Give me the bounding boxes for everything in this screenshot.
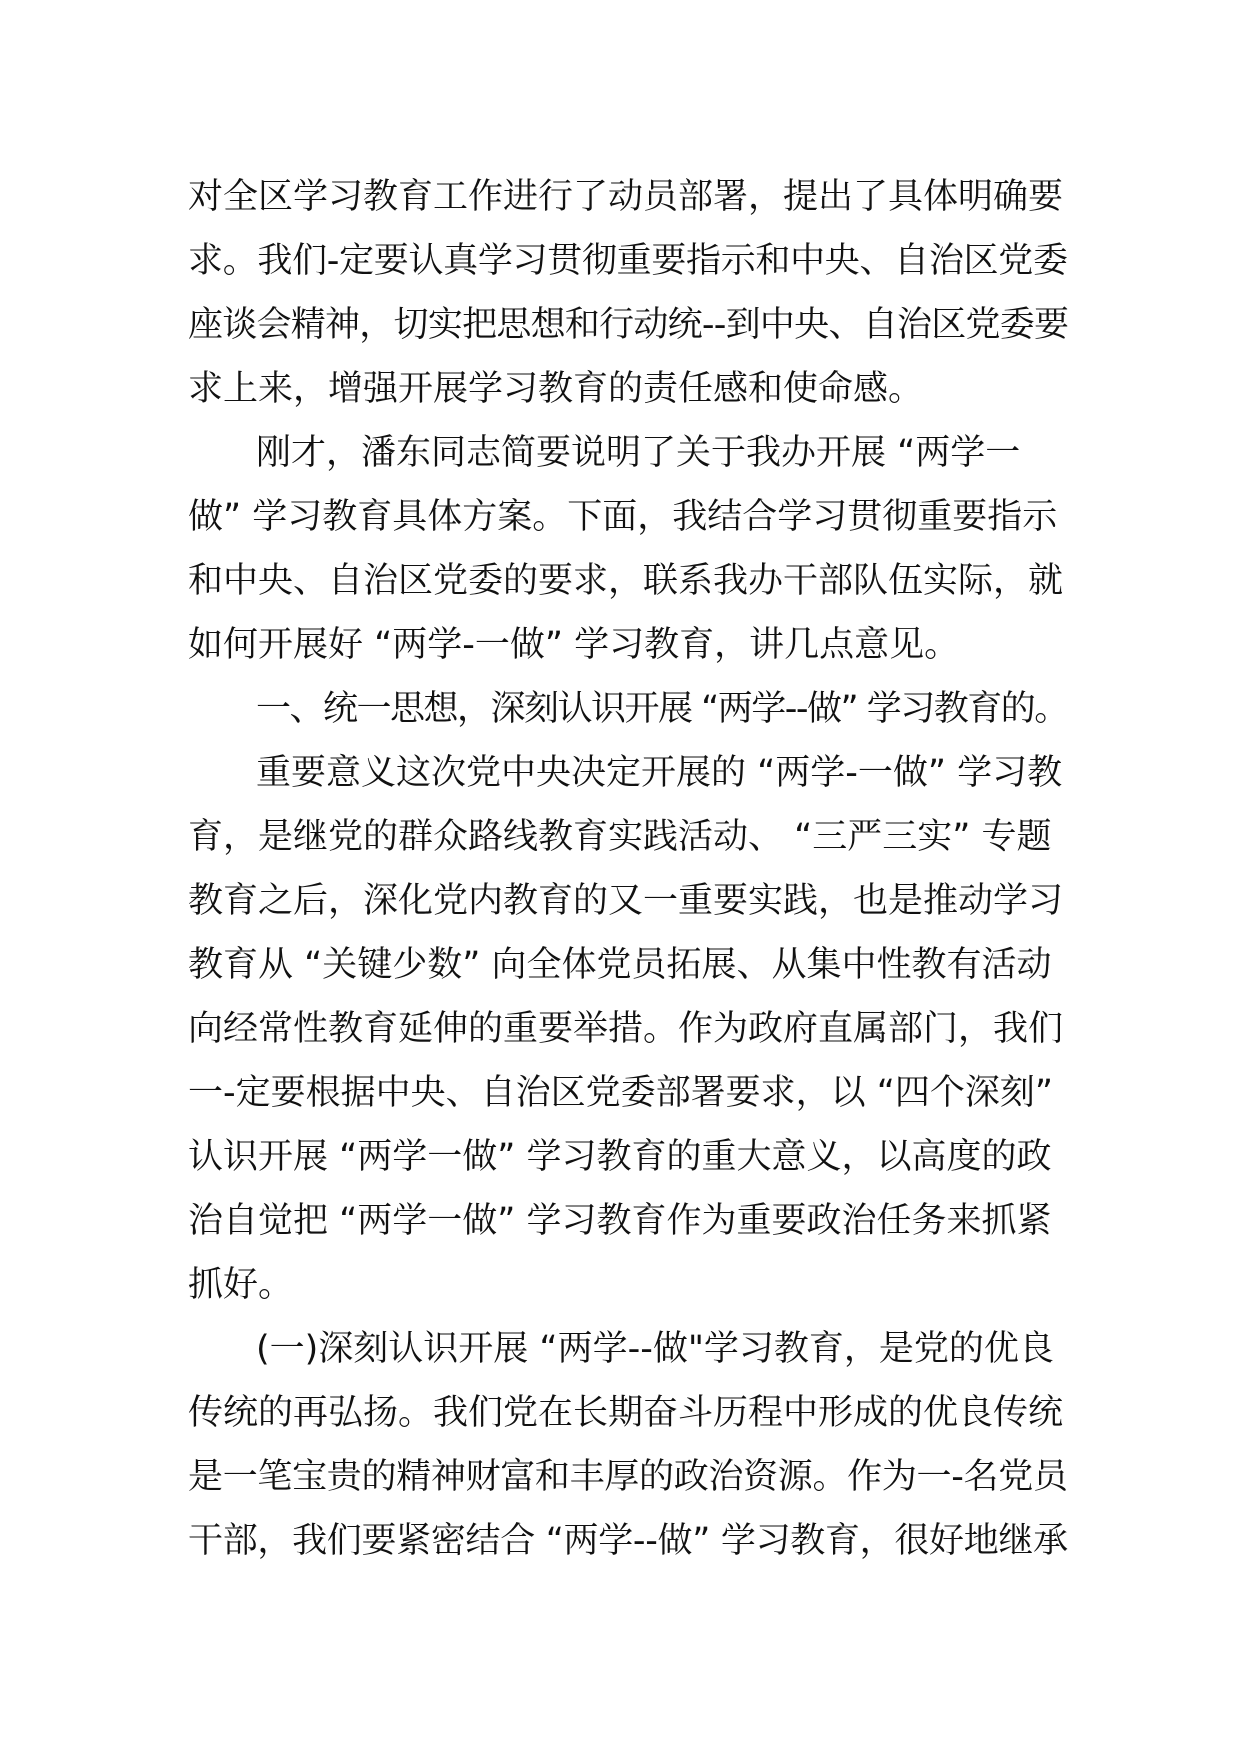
text-line: 育，是继党的群众路线教育实践活动、 “三严三实” 专题: [188, 817, 1052, 857]
text-line: 向经常性教育延伸的重要举措。作为政府直属部门，我们: [188, 1009, 1064, 1049]
text-line: 做” 学习教育具体方案。下面，我结合学习贯彻重要指示: [188, 497, 1058, 537]
text-line: 对全区学习教育工作进行了动员部署，提出了具体明确要: [188, 177, 1064, 217]
text-line: 求上来，增强开展学习教育的责任感和使命感。: [188, 369, 924, 409]
text-line: (一)深刻认识开展 “两学--做"学习教育，是党的优良: [256, 1329, 1054, 1369]
text-line: 刚才，潘东同志简要说明了关于我办开展 “两学一: [256, 433, 1021, 473]
text-line: 教育从 “关键少数” 向全体党员拓展、从集中性教有活动: [188, 945, 1052, 985]
text-line: 座谈会精神，切实把思想和行动统--到中央、自治区党委要: [188, 305, 1069, 345]
text-line: 认识开展 “两学一做” 学习教育的重大意义，以高度的政: [188, 1137, 1052, 1177]
text-line: 传统的再弘扬。我们党在长期奋斗历程中形成的优良传统: [188, 1393, 1064, 1433]
text-line: 求。我们-定要认真学习贯彻重要指示和中央、自治区党委: [188, 241, 1068, 281]
text-line: 一、统一思想，深刻认识开展 “两学--做” 学习教育的。: [256, 689, 1068, 729]
text-line: 重要意义这次党中央决定开展的 “两学-一做” 学习教: [256, 753, 1063, 793]
text-line: 抓好。: [188, 1265, 294, 1305]
text-line: 是一笔宝贵的精神财富和丰厚的政治资源。作为一-名党员: [188, 1457, 1068, 1497]
body-text: [188, 165, 1068, 1573]
text-line: 干部，我们要紧密结合 “两学--做” 学习教育，很好地继承: [188, 1521, 1068, 1561]
text-line: 治自觉把 “两学一做” 学习教育作为重要政治任务来抓紧: [188, 1201, 1052, 1241]
text-line: 教育之后，深化党内教育的又一重要实践，也是推动学习: [188, 881, 1064, 921]
text-line: 和中央、自治区党委的要求，联系我办干部队伍实际，就: [188, 561, 1064, 601]
text-line: 如何开展好 “两学-一做” 学习教育，讲几点意见。: [188, 625, 960, 665]
text-line: 一-定要根据中央、自治区党委部署要求，以 “四个深刻”: [188, 1073, 1054, 1113]
